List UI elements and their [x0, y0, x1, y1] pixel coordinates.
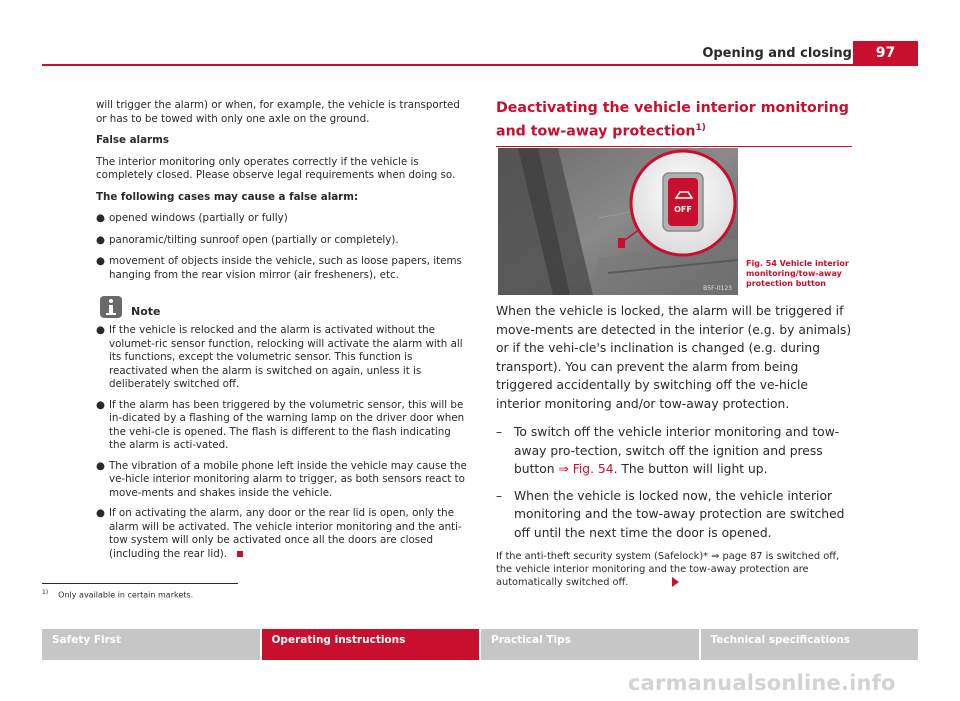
section-title: Deactivating the vehicle interior monitoring and tow-away protection$^{1)}$	[496, 100, 849, 140]
list-item: ● If the alarm has been triggered by the volumetric sensor, this will be in-dicated by a flashing of the warning lamp on the driver door when the vehi-cle is opened. The flash is different to the flash indicating the alarm is acti-vated.	[96, 398, 465, 451]
section-rule	[496, 146, 852, 147]
header-rule	[42, 64, 918, 66]
cases-heading: The following cases may cause a false alarm:	[96, 190, 359, 203]
right-section-header	[496, 98, 856, 147]
off-button-label: OFF	[674, 205, 692, 214]
continue-arrow-icon	[672, 577, 679, 587]
dash-icon: –	[496, 488, 503, 503]
false-alarms-text: The interior monitoring only operates correctly if the vehicle is completely closed. Please observe legal requirements when doing so.	[96, 155, 456, 181]
bullet-icon: ●	[96, 255, 105, 267]
figure-caption: Fig. 54 Vehicle interior monitoring/tow-away protection button	[746, 259, 849, 288]
running-header-title: Opening and closing	[702, 46, 852, 61]
bullet-icon: ●	[96, 459, 105, 472]
list-item: ● movement of objects inside the vehicle, such as loose papers, items hanging from the rear vision mirror (air fresheners), etc.	[96, 255, 462, 281]
tab-safety-first[interactable]: Safety First	[42, 629, 260, 660]
intro-text: will trigger the alarm) or when, for example, the vehicle is transported or has to be towed with only one axle on the ground.	[96, 99, 460, 125]
footnote-rule	[42, 583, 238, 584]
tab-practical-tips[interactable]: Practical Tips	[481, 629, 699, 660]
right-body	[496, 302, 856, 589]
watermark: carmanualsonline.info	[628, 671, 896, 695]
left-column	[96, 99, 468, 568]
safelock-note: If the anti-theft security system (Safelock)* ⇒ page 87 is switched off, the vehicle interior monitoring and the tow-away protection are automatically switched off.	[496, 551, 840, 588]
bullet-icon: ●	[96, 233, 105, 246]
section-end-icon	[237, 551, 243, 557]
list-item: ● panoramic/tilting sunroof open (partially or completely).	[96, 233, 399, 246]
note-title: Note	[131, 304, 161, 318]
note-header	[96, 296, 468, 318]
dash-icon: –	[496, 425, 503, 439]
info-icon	[100, 296, 122, 318]
tab-operating-instructions[interactable]: Operating instructions	[262, 629, 480, 660]
false-alarms-heading: False alarms	[96, 134, 169, 146]
list-item: ● The vibration of a mobile phone left inside the vehicle may cause the ve-hicle interior monitoring alarm to trigger, as both sensors react to move-ments and shakes inside the vehicle.	[96, 459, 467, 499]
figure-link[interactable]: ⇒ Fig. 54	[558, 462, 614, 476]
figure-code: B5F-0123	[703, 285, 732, 292]
note-list	[96, 324, 468, 561]
page-number: 97	[853, 41, 918, 65]
list-item: – When the vehicle is locked now, the vehicle interior monitoring and the tow-away protection are switched off until the next time the door is opened.	[496, 487, 856, 543]
figure-54-photo	[498, 148, 738, 295]
list-item: ● If the vehicle is relocked and the alarm is activated without the volumet-ric sensor function, relocking will activate the alarm with all its functions, except the volumetric sensor. This function is reactivated when the alarm is switched on again, unless it is deliberately switched off.	[96, 324, 463, 390]
bullet-icon: ●	[96, 507, 105, 519]
main-paragraph: When the vehicle is locked, the alarm will be triggered if move-ments are detected in the interior (e.g. by animals) or if the vehi-cle's inclination is changed (e.g. during transport). You can prevent the alarm from being triggered accidentally by switching off the ve-hicle interior monitoring and/or tow-away protection.	[496, 304, 852, 411]
list-item: ● opened windows (partially or fully)	[96, 212, 288, 224]
bullet-icon: ●	[96, 212, 105, 224]
bullet-icon: ●	[96, 324, 105, 336]
chapter-tabs	[42, 629, 918, 660]
footnote: $^{1)}$ Only available in certain markets.	[42, 589, 194, 600]
list-item: – To switch off the vehicle interior monitoring and tow-away pro-tection, switch off the ignition and press button ⇒ Fig. 54. The button will light up.	[496, 423, 856, 479]
bullet-icon: ●	[96, 398, 105, 411]
list-item: ● If on activating the alarm, any door or the rear lid is open, only the alarm will be activated. The vehicle interior monitoring and the anti-tow system will only be activated once all the doors are closed (including the rear lid).	[96, 507, 462, 560]
tab-technical-specifications[interactable]: Technical specifications	[701, 629, 919, 660]
